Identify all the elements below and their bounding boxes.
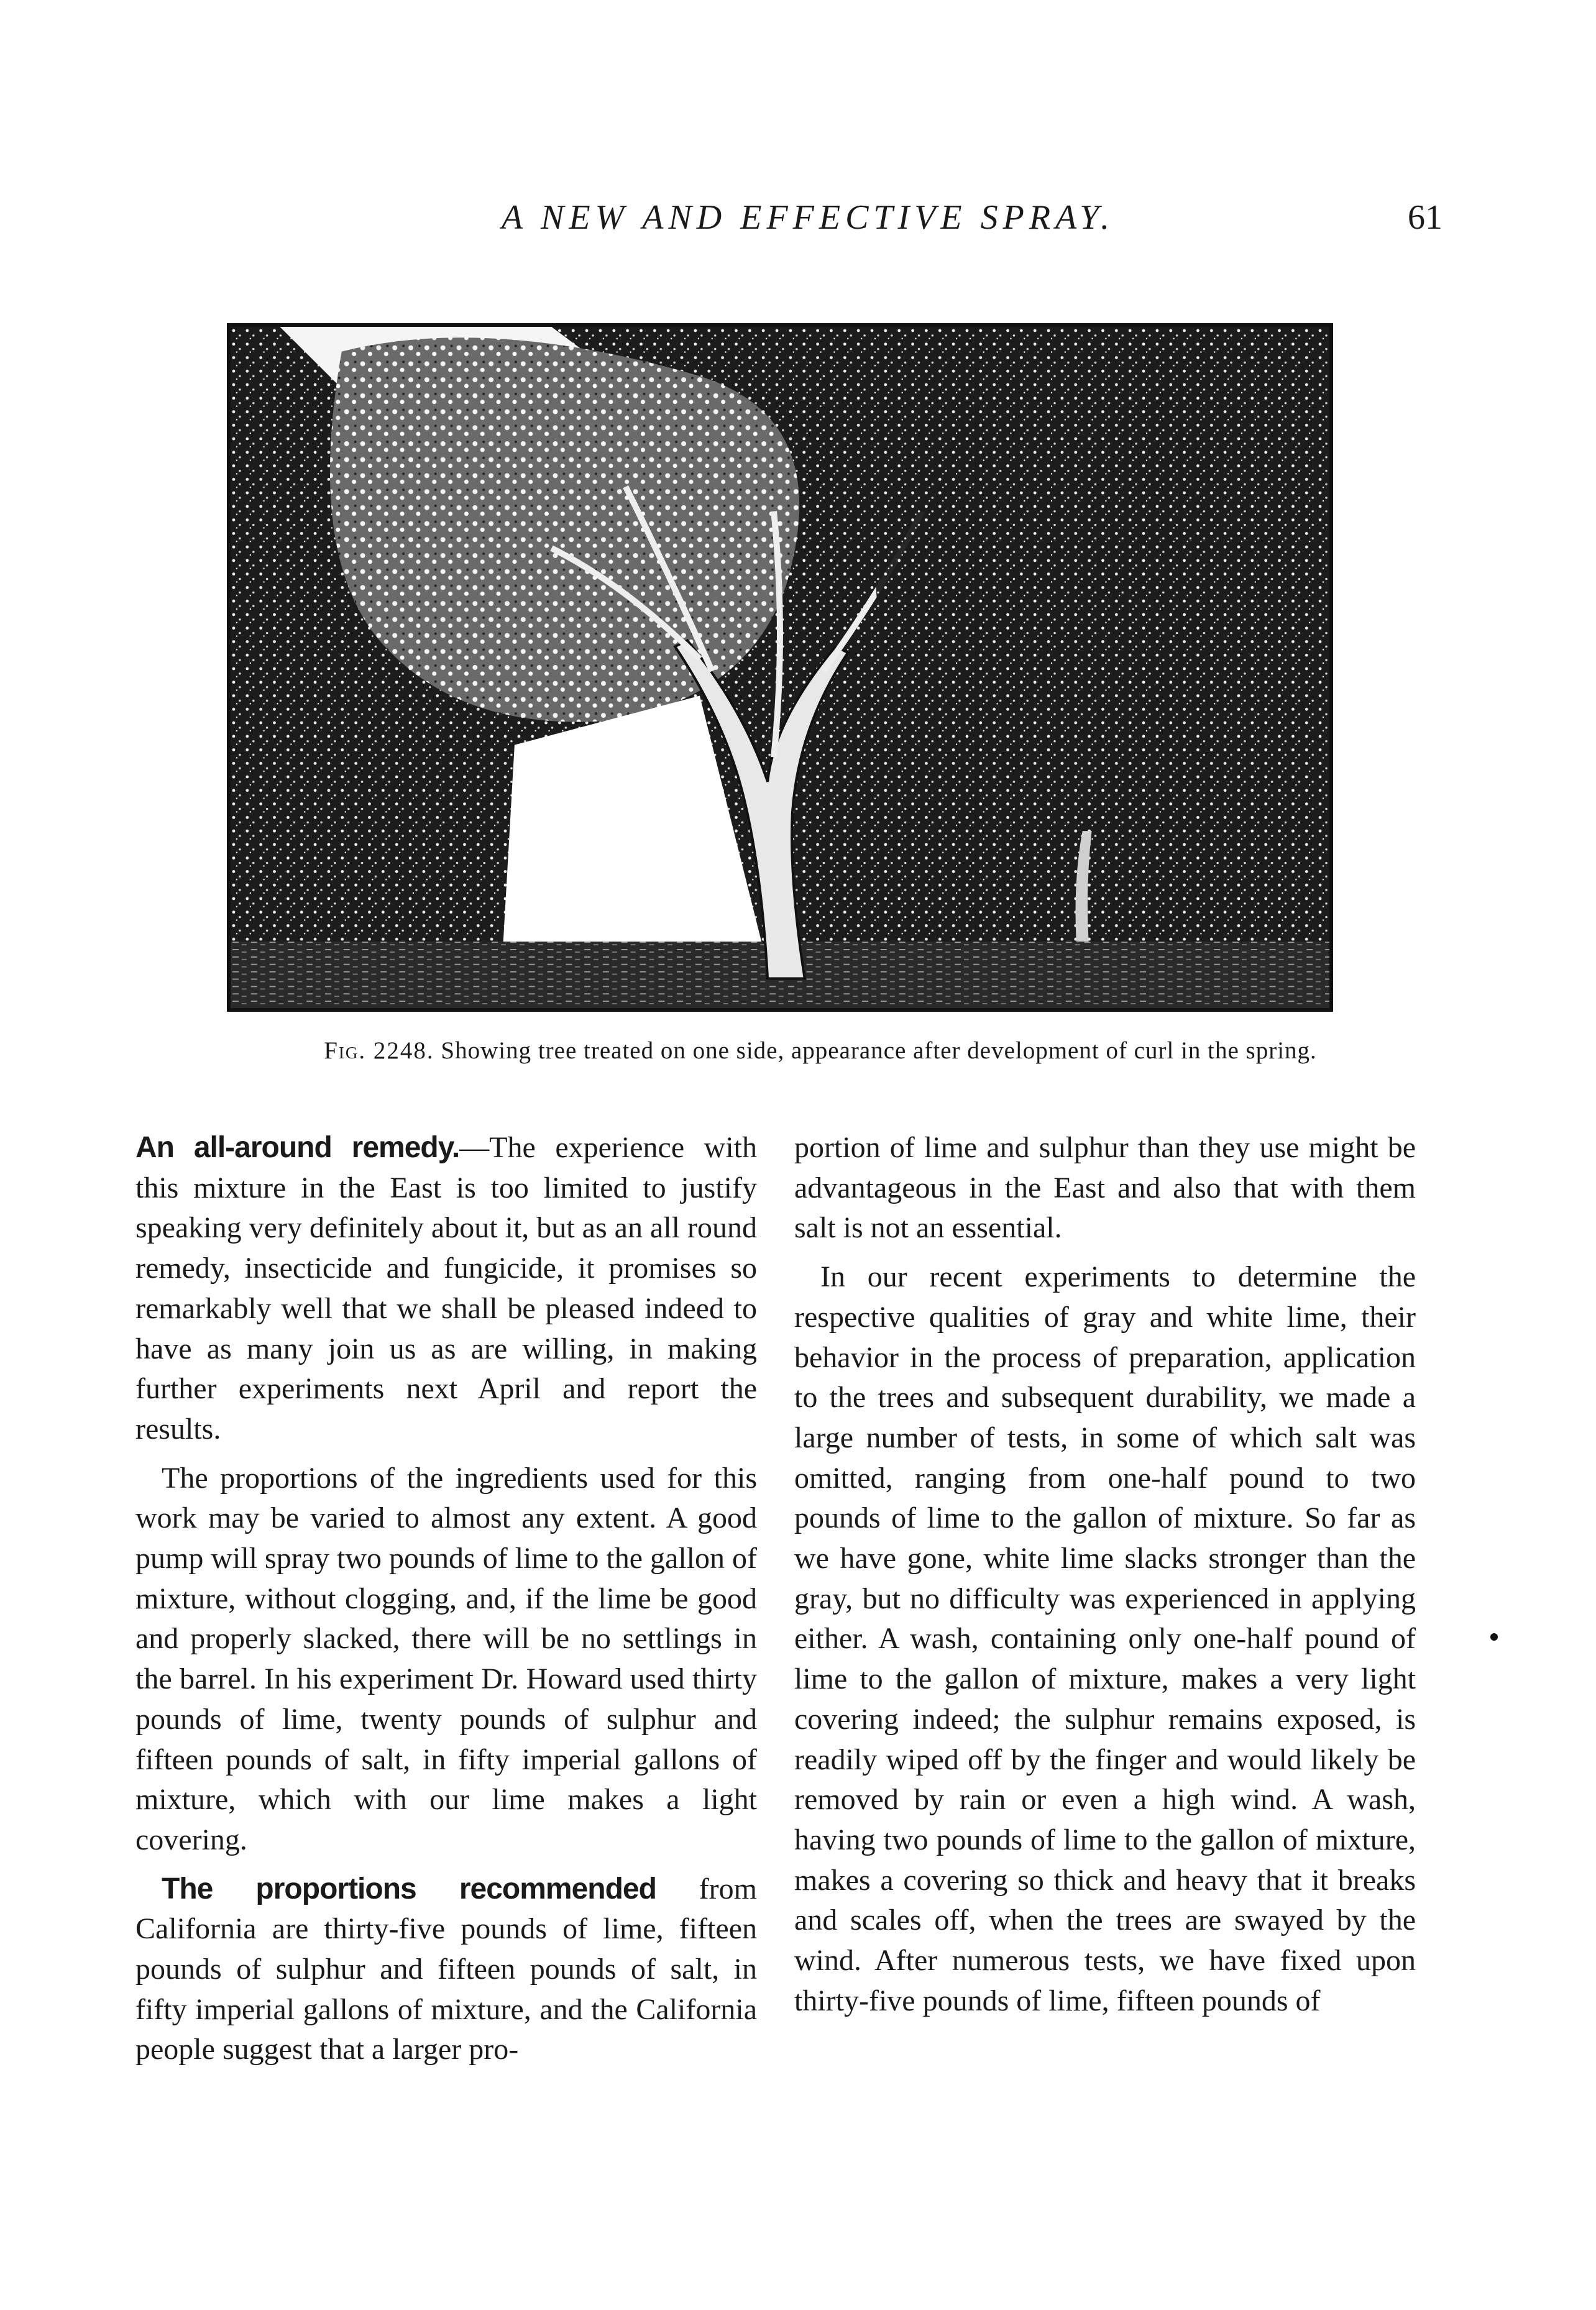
paragraph: portion of lime and sulphur than they use might be advantageous in the East and also that with them salt is not an essential. [794, 1131, 1416, 1245]
margin-mark [1490, 1633, 1498, 1641]
page-number: 61 [1408, 198, 1442, 237]
paragraph: The proportions of the ingredients used for this work may be varied to almost any extent. A good pump will spray two pounds of lime to the gallon of mixture, without clogging, and, if the lime be good and properly slacked, there will be no settlings in the barrel. In his experiment Dr. Howard used thirty pounds of lime, twenty pounds of sulphur and fifteen pounds of salt, in fifty imperial gallons of mixture, which with our lime makes a light covering. [135, 1461, 757, 1856]
figure-caption [205, 1037, 1436, 1065]
orchard-photograph [227, 323, 1333, 1012]
paragraph-text: —The experience with this mixture in the East is too limited to justify speaking very definitely about it, but as an all round remedy, insecticide and fungicide, it promises so remarkably well that we shall be pleased indeed to have as many join us as are willing, in making further experiments next April and report the results. [135, 1131, 757, 1446]
caption-text: Showing tree treated on one side, appearance after development of curl in the spring. [441, 1037, 1317, 1064]
right-tree-mass [860, 339, 1329, 942]
running-title: A NEW AND EFFECTIVE SPRAY. [501, 198, 1115, 237]
paragraph: In our recent experiments to determine the respective qualities of gray and white lime, their behavior in the process of preparation, application to the trees and subsequent durability, we made a large number of tests, in some of which salt was omitted, ranging from one-half pound to two pounds of lime to the gallon of mixture. So far as we have gone, white lime slacks stronger than the gray, but no difficulty was experienced in applying either. A wash, containing only one-half pound of lime to the gallon of mixture, makes a very light covering indeed; the sulphur remains exposed, is readily wiped off by the finger and would likely be removed by rain or even a high wind. A wash, having two pounds of lime to the gallon of mixture, makes a covering so thick and heavy that it breaks and scales off, when the trees are swayed by the wind. After numerous tests, we have fixed upon thirty-five pounds of lime, fifteen pounds of [794, 1260, 1416, 2017]
paragraph [135, 1869, 757, 2071]
figure-label: Fig. 2248. [324, 1037, 434, 1064]
paragraph-text: from California are thirty-five pounds of lime, fifteen pounds of sulphur and fifteen pounds of salt, in fifty imperial gallons of mixture, and the California people suggest that a larger pro- [135, 1872, 758, 2066]
left-column [135, 1128, 757, 2070]
running-head [0, 198, 1596, 247]
paragraph [135, 1128, 757, 1450]
run-in-heading: The proportions recommended [162, 1872, 656, 1905]
run-in-heading: An all-around remedy. [135, 1131, 460, 1164]
right-column [794, 1128, 1416, 2021]
orchard-illustration [231, 327, 1329, 1008]
